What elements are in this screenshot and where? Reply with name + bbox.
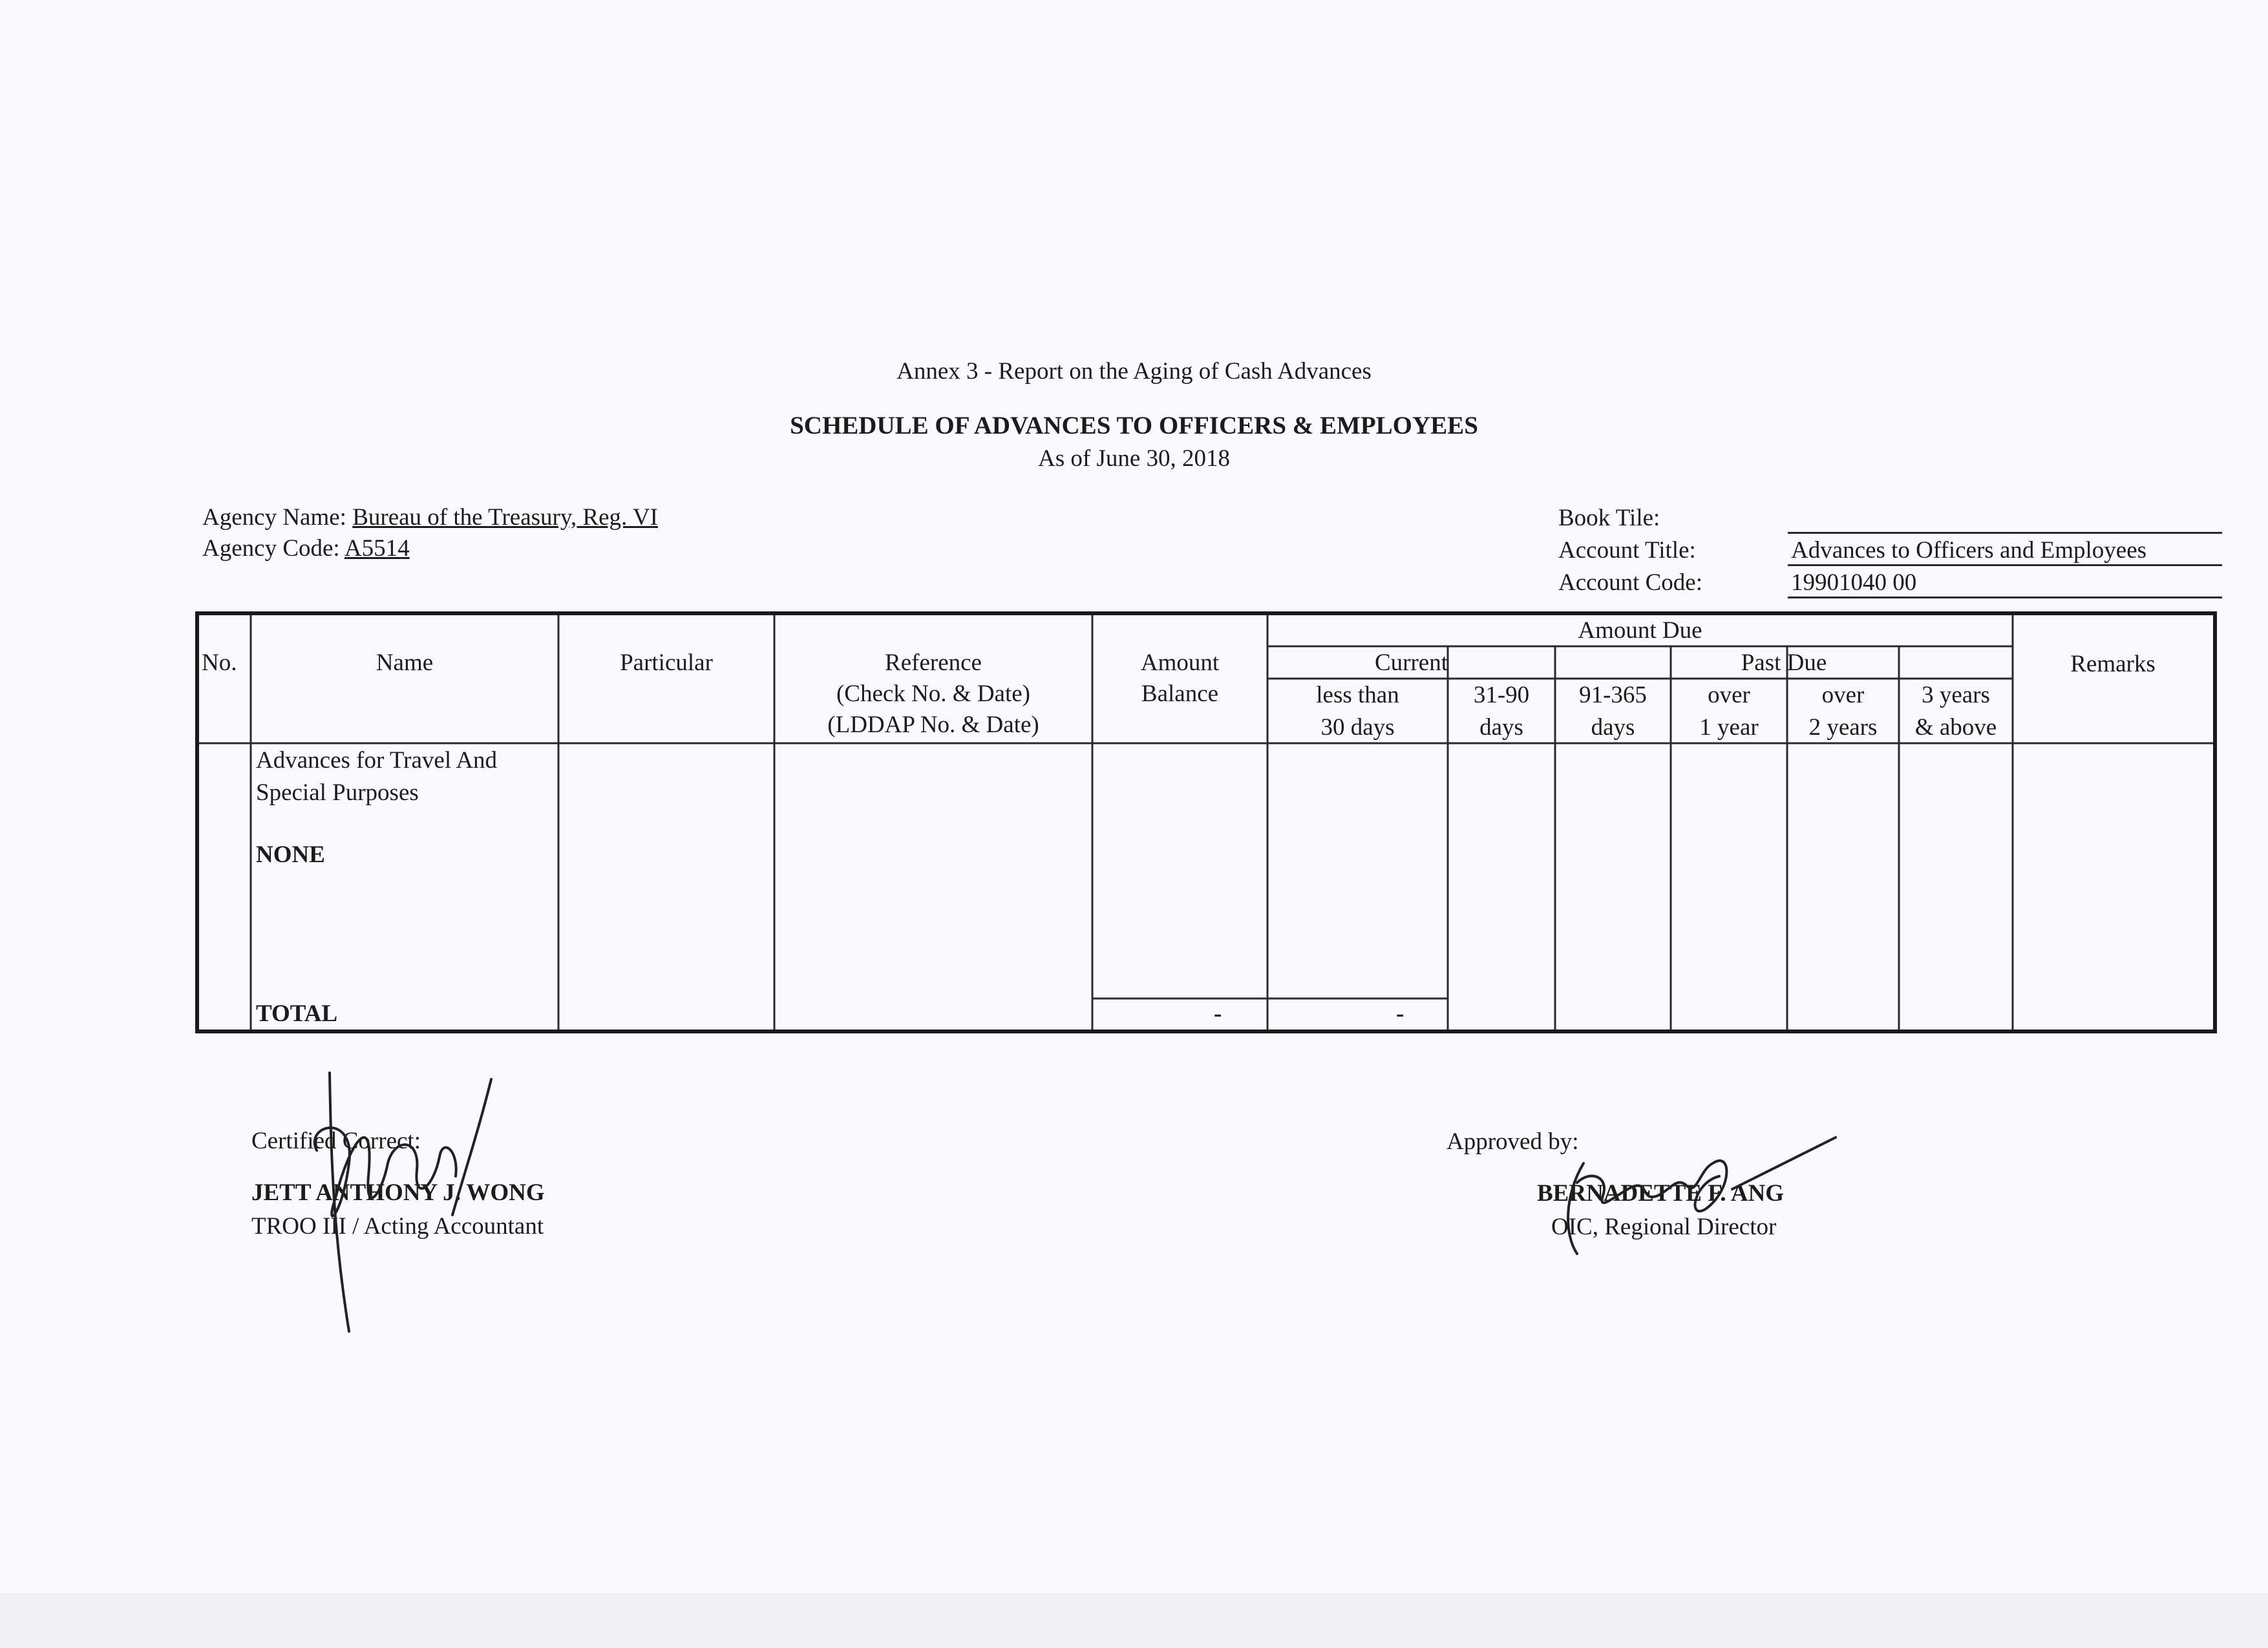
- approved-label: Approved by:: [1447, 1128, 1579, 1155]
- agency-name-value: Bureau of the Treasury, Reg. VI: [352, 504, 658, 531]
- header-30-days: 30 days: [1320, 714, 1395, 741]
- report-title: SCHEDULE OF ADVANCES TO OFFICERS & EMPLOYEES: [790, 412, 1478, 439]
- schedule-table: [195, 611, 2217, 1033]
- header-amount-due: Amount Due: [1578, 617, 1702, 644]
- agency-code-row: [202, 533, 658, 564]
- header-amount: Amount: [1140, 650, 1220, 676]
- total-amount-balance: -: [1214, 1000, 1222, 1027]
- header-2-years: 2 years: [1808, 714, 1878, 741]
- total-label: TOTAL: [256, 1000, 338, 1027]
- agency-code-value: A5514: [344, 535, 410, 562]
- header-3-years: 3 years: [1922, 682, 1990, 708]
- certified-name: JETT ANTHONY J. WONG: [251, 1179, 545, 1206]
- account-title-label: Account Title:: [1558, 537, 1696, 564]
- approved-name: BERNADETTE F. ANG: [1537, 1180, 1785, 1207]
- header-less-than-30: less than: [1316, 682, 1399, 708]
- account-code-label: Account Code:: [1558, 569, 1702, 596]
- header-31-90: 31-90: [1473, 682, 1530, 708]
- approved-position: OIC, Regional Director: [1551, 1214, 1777, 1240]
- book-title-label: Book Tile:: [1558, 505, 1660, 531]
- header-past-due: Past Due: [1741, 650, 1827, 676]
- header-1-year: 1 year: [1699, 714, 1759, 741]
- header-remarks: Remarks: [2070, 651, 2156, 677]
- header-reference-check: (Check No. & Date): [836, 681, 1030, 707]
- header-balance: Balance: [1141, 681, 1219, 707]
- header-current: Current: [1374, 650, 1448, 676]
- approved-signature-icon: [1538, 1125, 1849, 1267]
- agency-code-label: Agency Code:: [202, 535, 340, 562]
- report-date: As of June 30, 2018: [1037, 445, 1230, 472]
- agency-info: [202, 502, 658, 564]
- category-line-1: Advances for Travel And: [256, 747, 498, 774]
- total-current: -: [1396, 1000, 1404, 1027]
- header-and-above: & above: [1914, 714, 1997, 741]
- account-code-underline: [1788, 597, 2222, 598]
- header-reference: Reference: [885, 650, 982, 676]
- account-title-value: Advances to Officers and Employees: [1791, 537, 2147, 564]
- none-entry: NONE: [256, 841, 325, 868]
- account-code-value: 19901040 00: [1791, 569, 1917, 596]
- certified-label: Certified Correct:: [251, 1128, 421, 1154]
- scan-bottom-edge: [0, 1593, 2268, 1648]
- category-line-2: Special Purposes: [256, 779, 419, 806]
- header-particular: Particular: [620, 650, 713, 676]
- header-over-2: over: [1821, 682, 1865, 708]
- certified-signature-icon: [278, 1066, 549, 1338]
- header-name: Name: [376, 650, 434, 676]
- agency-name-label: Agency Name:: [202, 504, 346, 531]
- header-no: No.: [202, 650, 237, 676]
- account-title-underline: [1788, 564, 2222, 566]
- header-reference-lddap: (LDDAP No. & Date): [827, 712, 1039, 738]
- header-91-365: 91-365: [1579, 682, 1647, 708]
- agency-name-row: [202, 502, 658, 533]
- book-title-underline: [1788, 532, 2222, 534]
- header-31-90-days: days: [1479, 714, 1523, 741]
- header-91-365-days: days: [1591, 714, 1635, 741]
- annex-title: Annex 3 - Report on the Aging of Cash Advances: [896, 358, 1372, 385]
- header-over-1: over: [1708, 682, 1750, 708]
- certified-position: TROO III / Acting Accountant: [251, 1213, 544, 1240]
